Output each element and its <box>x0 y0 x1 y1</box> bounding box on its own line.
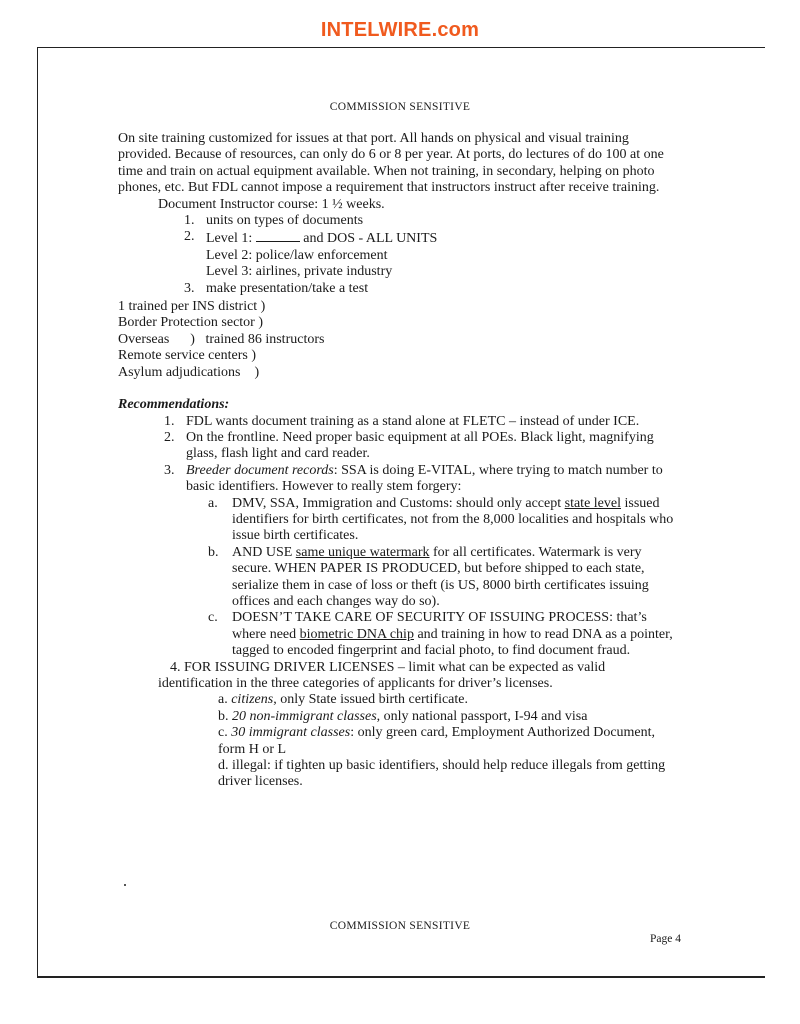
list-item: Asylum adjudications ) <box>118 364 260 380</box>
blank-line <box>256 229 300 242</box>
driver-license-item: 4. FOR ISSUING DRIVER LICENSES – limit what can be expected as valid identification in the three categories of applicants for driver’s licenses. <box>158 659 606 691</box>
frame-left-rule <box>37 47 38 977</box>
recommendations-list <box>118 414 678 660</box>
list-item: c. 30 immigrant classes: only green card, Employment Authorized Document, form H or L <box>218 725 656 757</box>
list-item: 1. FDL wants document training as a stand alone at FLETC – instead of under ICE. <box>164 413 640 429</box>
list-item: 1. units on types of documents <box>184 213 364 229</box>
list-item: 3. make presentation/take a test <box>184 280 369 296</box>
course-heading: Document Instructor course: 1 ½ weeks. <box>158 196 385 212</box>
list-item: Level 3: airlines, private industry <box>206 264 393 280</box>
districts-list <box>118 299 678 381</box>
list-item: a. citizens, only State issued birth certificate. <box>218 692 468 708</box>
list-item: d. illegal: if tighten up basic identifiers, should help reduce illegals from getting driver licenses. <box>218 758 666 790</box>
forgery-sublist <box>186 496 678 660</box>
list-item: Remote service centers ) <box>118 348 256 364</box>
applicant-categories <box>118 692 678 790</box>
site-brand: INTELWIRE.com <box>320 19 480 41</box>
footer-classification: COMMISSION SENSITIVE <box>329 920 471 932</box>
list-item: a. DMV, SSA, Immigration and Customs: should only accept state level issued identifiers for birth certificates, not from the 8,000 localities and hospitals who issue birth certificates. <box>208 495 674 544</box>
recommendations-heading: Recommendations: <box>118 397 230 413</box>
frame-top-rule <box>37 47 765 48</box>
page-number: Page 4 <box>650 933 681 945</box>
list-item: 1 trained per INS district ) <box>118 299 266 315</box>
list-item: c. DOESN’T TAKE CARE OF SECURITY OF ISSUING PROCESS: that’s where need biometric DNA chip and training in how to read DNA as a pointer, tagged to encoded fingerprint and facial photo, to find document fraud. <box>208 610 673 659</box>
list-item: b. AND USE same unique watermark for all certificates. Watermark is very secure. WHEN PAPER IS PRODUCED, but before shipped to each state, serialize them in case of loss or theft (is US, 8000 birth certificates issuing offices and each changes way do so). <box>208 544 649 609</box>
list-item: Level 2: police/law enforcement <box>206 247 388 263</box>
list-item: Border Protection sector ) <box>118 315 264 331</box>
document-body <box>118 131 678 791</box>
header-classification: COMMISSION SENSITIVE <box>329 101 471 113</box>
intro-paragraph: On site training customized for issues at that port. All hands on physical and visual training provided. Because of resources, can only do 6 or 8 per year. At ports, do lectures of do 100 at one time and train on actual equipment available. When not training, in secondary, helping on photo phones, etc. But FDL cannot impose a requirement that instructors instruct after receive training. <box>118 131 664 196</box>
course-list <box>118 213 678 297</box>
frame-bottom-rule <box>37 976 765 978</box>
list-item: 3. Breeder document records: SSA is doing E-VITAL, where trying to match number to basic identifiers. However to really stem forgery: a. DMV, SSA, Immigration and Customs: should only accept state level issued identifiers for birth certificates, not from the 8,000 localities and hospitals who issue birth certificates. b. AND USE same unique watermark for all certificates. Watermark is very secure. WHEN PAPER IS PRODUCED, but before shipped to each state, serialize them in case of loss or theft (is US, 8000 birth certificates issuing offices and each changes way do so). c. DOESN’T TAKE CARE OF SECURITY OF ISSUING PROCESS: that’s where need biometric DNA chip and training in how to read DNA as a pointer, tagged to encoded fingerprint and facial photo, to find document fraud. <box>164 463 678 660</box>
list-item: 2. Level 1: and DOS - ALL UNITS <box>184 229 438 247</box>
list-item: 2. On the frontline. Need proper basic equipment at all POEs. Black light, magnifying glass, flash light and card reader. <box>164 429 654 462</box>
list-item: b. 20 non-immigrant classes, only national passport, I-94 and visa <box>218 708 588 724</box>
scan-speck <box>124 884 126 886</box>
list-item: Overseas ) trained 86 instructors <box>118 331 325 347</box>
